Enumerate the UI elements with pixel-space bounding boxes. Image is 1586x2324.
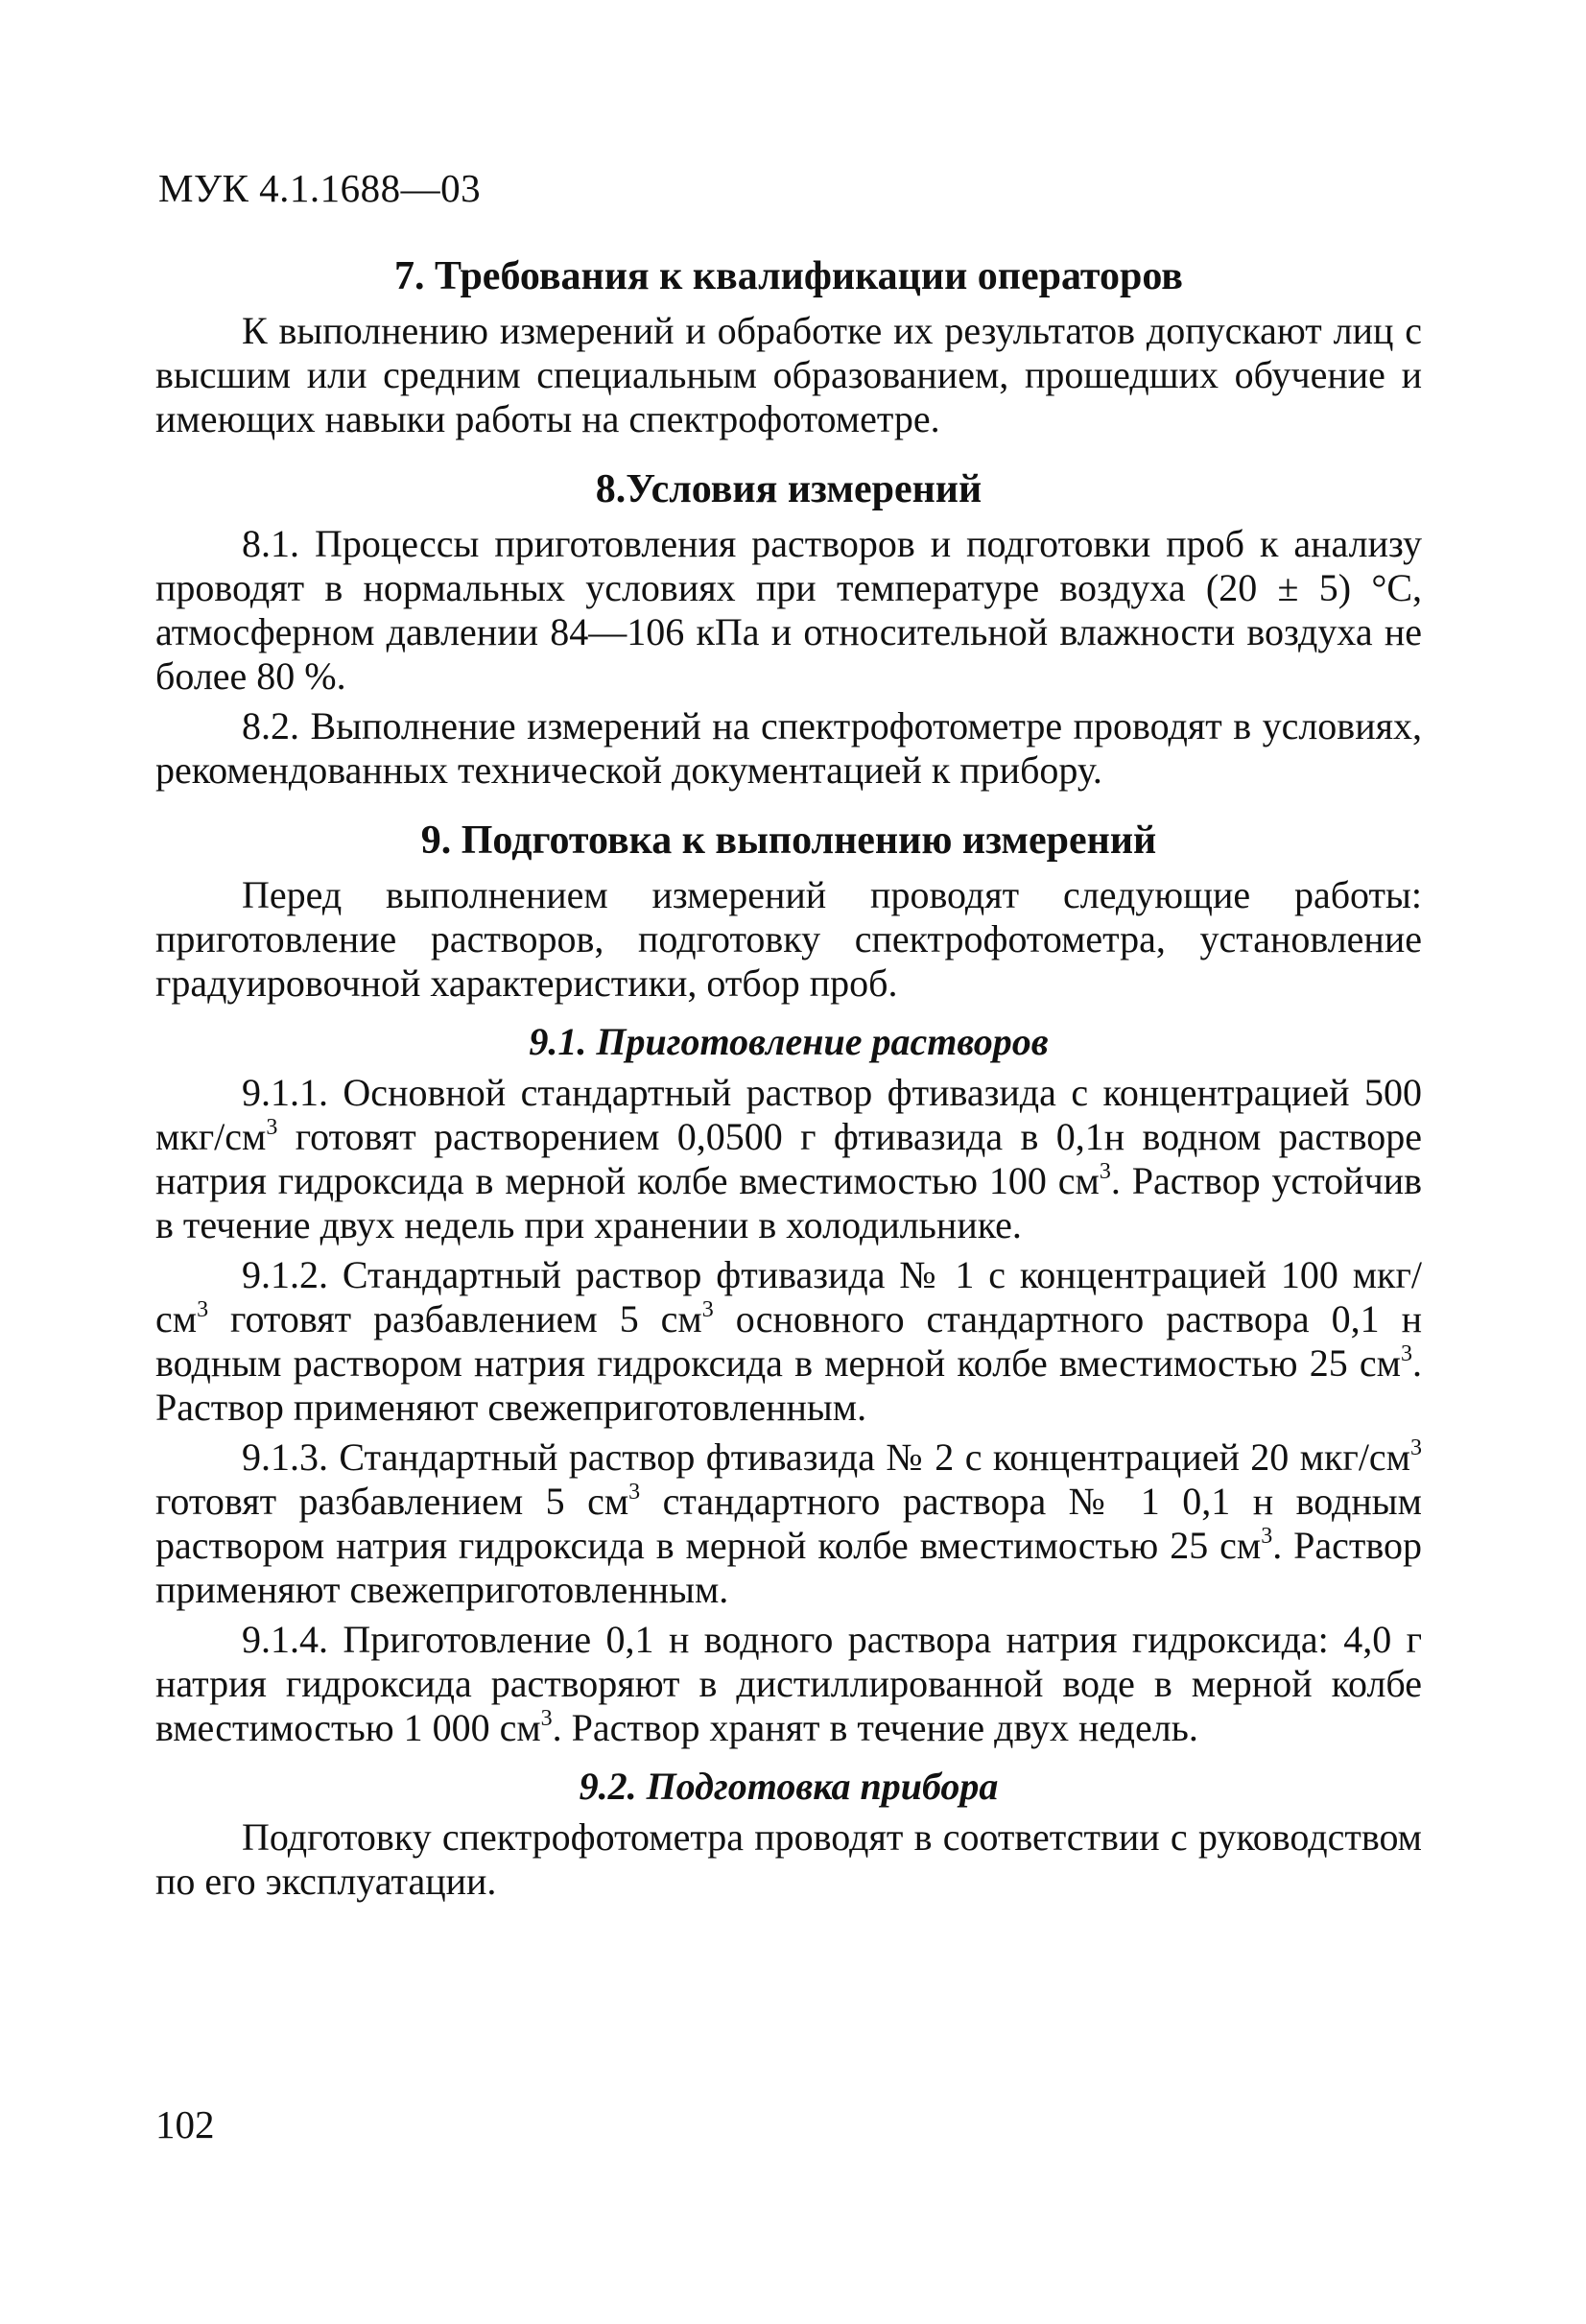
paragraph-9-1-1	[155, 1071, 1422, 1247]
subsection-9-1-heading: 9.1. Приготовление растворов	[529, 1020, 1049, 1063]
text-segment: 9.1.3. Стандартный раствор фтивазида № 2 с концентрацией 20 мкг/см	[242, 1435, 1410, 1479]
superscript: 3	[628, 1480, 641, 1505]
text-segment: основного стандартного раствора 0,1 н водным раствором натрия гидроксида в мерной колбе вместимостью 25 см	[155, 1297, 1422, 1385]
text-segment: . Раствор хранят в течение двух недель.	[552, 1706, 1198, 1749]
text-segment: готовят разбавлением 5 см	[155, 1480, 629, 1523]
paragraph-8-1: 8.1. Процессы приготовления растворов и подготовки проб к анализу проводят в нормальных условиях при температуре воздуха (20 ± 5) °С, атмосферном давлении 84—106 кПа и относительной влажности воздуха не более 80 %.	[155, 522, 1422, 698]
section-7-paragraph: К выполнению измерений и обработке их результатов допускают лиц с высшим или средним специальным образованием, прошедших обучение и имеющих навыки работы на спектрофотометре.	[155, 309, 1422, 440]
superscript: 3	[540, 1706, 553, 1731]
document-id-header: МУК 4.1.1688—03	[158, 166, 482, 210]
superscript: 3	[266, 1115, 278, 1140]
paragraph-9-2: Подготовку спектрофотометра проводят в соответствии с руководством по его эксплуатации.	[155, 1815, 1422, 1903]
paragraph-9-1-3	[155, 1435, 1422, 1612]
text-segment: 9.1.2. Стандартный раствор фтивазида № 1 с концентрацией 100 мкг/см	[155, 1253, 1422, 1340]
paragraph-9-1-2	[155, 1253, 1422, 1430]
superscript: 3	[701, 1297, 714, 1322]
section-9-heading: 9. Подготовка к выполнению измерений	[420, 818, 1157, 863]
text-segment: . Раствор применяют свежеприготовленным.	[155, 1524, 1422, 1611]
text-segment: . Раствор устойчив в течение двух недель при хранении в холодильнике.	[155, 1159, 1422, 1246]
text-segment: 9.1.1. Основной стандартный раствор фтивазида с концентрацией 500 мкг/см	[155, 1071, 1422, 1158]
text-segment: стандартного раствора № 1 0,1 н водным раствором натрия гидроксида в мерной колбе вместимостью 25 см	[155, 1480, 1422, 1567]
section-8-heading: 8.Условия измерений	[595, 467, 982, 511]
superscript: 3	[1410, 1435, 1422, 1460]
paragraph-8-2: 8.2. Выполнение измерений на спектрофотометре проводят в условиях, рекомендованных технической документацией к прибору.	[155, 704, 1422, 792]
section-7-heading: 7. Требования к квалификации операторов	[394, 254, 1183, 298]
subsection-9-2-heading: 9.2. Подготовка прибора	[579, 1765, 999, 1808]
superscript: 3	[197, 1297, 209, 1322]
text-segment: готовят разбавлением 5 см	[208, 1297, 702, 1340]
paragraph-9-1-4	[155, 1618, 1422, 1750]
section-9-intro: Перед выполнением измерений проводят следующие работы: приготовление растворов, подготовку спектрофотометра, установление градуировочной характеристики, отбор проб.	[155, 873, 1422, 1005]
text-segment: готовят растворением 0,0500 г фтивазида в 0,1н водном растворе натрия гидроксида в мерной колбе вместимостью 100 см	[155, 1115, 1422, 1202]
superscript: 3	[1401, 1341, 1412, 1366]
document-body	[155, 251, 1422, 1909]
superscript: 3	[1099, 1159, 1111, 1184]
page-number: 102	[155, 2102, 215, 2146]
text-segment: 9.1.4. Приготовление 0,1 н водного раствора натрия гидроксида: 4,0 г натрия гидроксида растворяют в дистиллированной воде в мерной колбе вместимостью 1 000 см	[155, 1618, 1422, 1749]
text-segment: . Раствор применяют свежеприготовленным.	[155, 1341, 1422, 1429]
superscript: 3	[1261, 1524, 1273, 1549]
